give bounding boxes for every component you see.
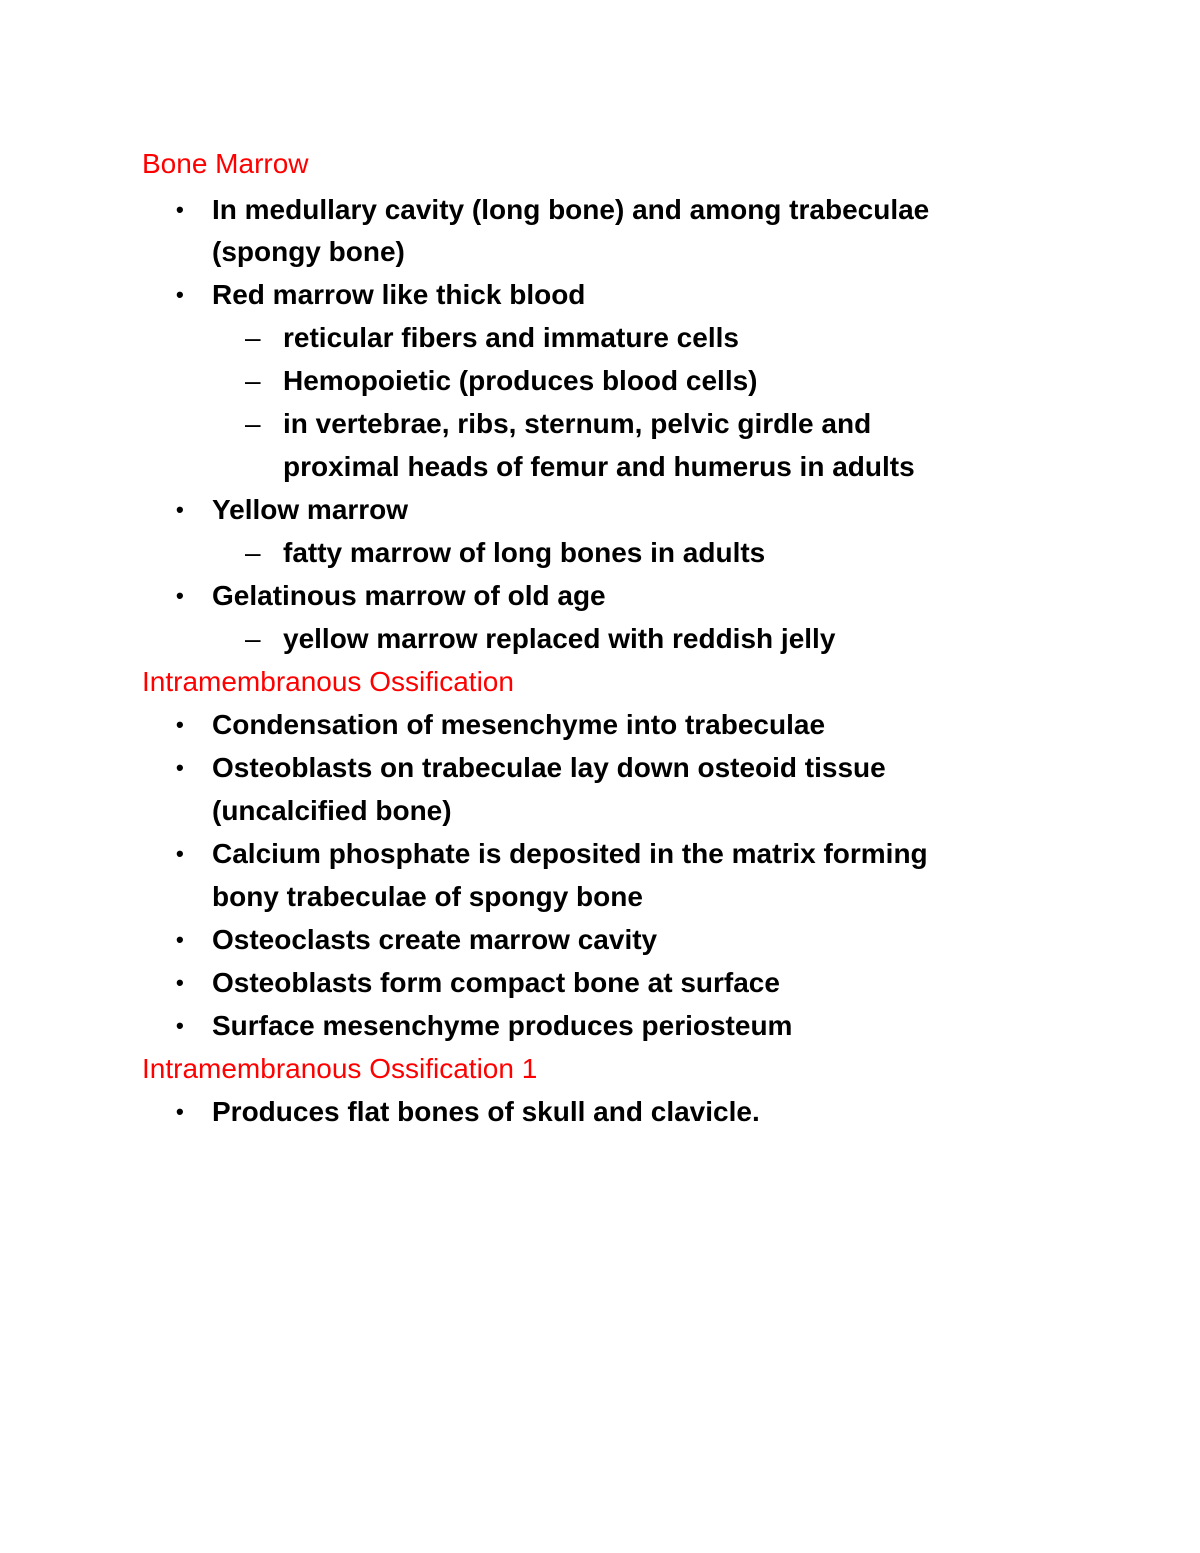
bullet-marker: •: [176, 1099, 184, 1124]
sub-bullet-item: reticular fibers and immature cells: [283, 322, 739, 353]
section-title-bone-marrow: Bone Marrow: [142, 148, 309, 179]
bullet-marker: •: [176, 712, 184, 737]
bullet-marker: •: [176, 497, 184, 522]
dash-marker: –: [245, 623, 261, 654]
bullet-item: Yellow marrow: [212, 494, 409, 525]
bullet-item-continuation: bony trabeculae of spongy bone: [212, 881, 643, 912]
sub-bullet-item: in vertebrae, ribs, sternum, pelvic girdle and: [283, 408, 872, 439]
sub-bullet-item: Hemopoietic (produces blood cells): [283, 365, 758, 396]
bullet-marker: •: [176, 841, 184, 866]
bullet-marker: •: [176, 282, 184, 307]
section-title-intramembranous-ossification: Intramembranous Ossification: [142, 666, 514, 697]
bullet-marker: •: [176, 197, 184, 222]
bullet-marker: •: [176, 1013, 184, 1038]
bullet-item-continuation: (spongy bone): [212, 236, 405, 267]
bullet-marker: •: [176, 970, 184, 995]
bullet-item: Surface mesenchyme produces periosteum: [212, 1010, 793, 1041]
bullet-item: In medullary cavity (long bone) and among trabeculae: [212, 194, 930, 225]
bullet-item: Gelatinous marrow of old age: [212, 580, 606, 611]
bullet-item: Condensation of mesenchyme into trabeculae: [212, 709, 826, 740]
bullet-item: Red marrow like thick blood: [212, 279, 586, 310]
sub-bullet-item: yellow marrow replaced with reddish jelly: [283, 623, 836, 654]
sub-bullet-item: fatty marrow of long bones in adults: [283, 537, 766, 568]
dash-marker: –: [245, 322, 261, 353]
dash-marker: –: [245, 408, 261, 439]
dash-marker: –: [245, 365, 261, 396]
bullet-marker: •: [176, 583, 184, 608]
dash-marker: –: [245, 537, 261, 568]
sub-bullet-item-continuation: proximal heads of femur and humerus in adults: [283, 451, 915, 482]
bullet-item: Osteoblasts on trabeculae lay down osteoid tissue: [212, 752, 886, 783]
section-title-intramembranous-ossification-1: Intramembranous Ossification 1: [142, 1053, 538, 1084]
bullet-item: Osteoclasts create marrow cavity: [212, 924, 658, 955]
bullet-item-continuation: (uncalcified bone): [212, 795, 452, 826]
bullet-item: Produces flat bones of skull and clavicle.: [212, 1096, 760, 1127]
bullet-item: Calcium phosphate is deposited in the matrix forming: [212, 838, 928, 869]
bullet-item: Osteoblasts form compact bone at surface: [212, 967, 780, 998]
bullet-marker: •: [176, 927, 184, 952]
bullet-marker: •: [176, 755, 184, 780]
